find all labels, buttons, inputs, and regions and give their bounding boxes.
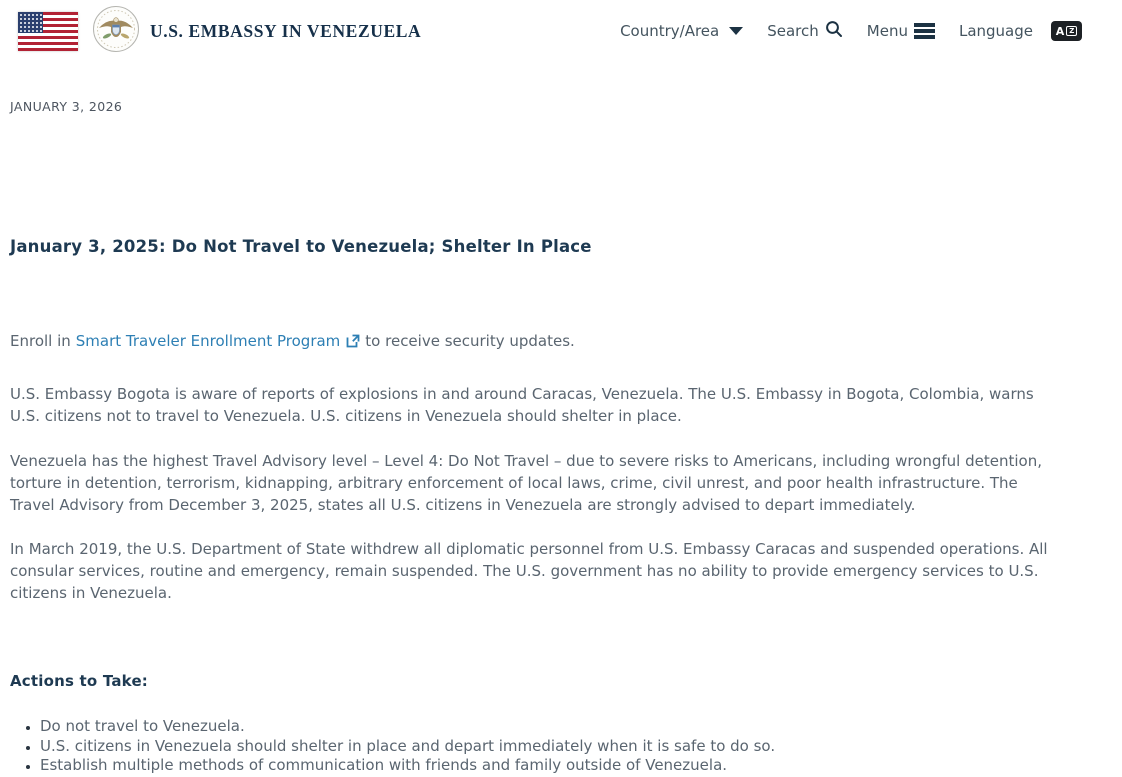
us-flag-canton: [18, 12, 43, 33]
menu-button[interactable]: [867, 22, 935, 40]
paragraph-explosions: U.S. Embassy Bogota is aware of reports of explosions in and around Caracas, Venezuela. The U.S. Embassy in Bogota, Colombia, warns U.S. citizens not to travel to Venezuela. U.S. citizens in Venezuela should shelter in place.: [10, 385, 1034, 425]
enroll-prefix: Enroll in: [10, 332, 71, 350]
language-label: Language: [958, 22, 1033, 40]
search-button[interactable]: [767, 20, 843, 42]
actions-list: [10, 717, 1067, 776]
translate-icon[interactable]: A Z: [1051, 21, 1082, 41]
site-title[interactable]: U.S. EMBASSY IN VENEZUELA: [150, 20, 422, 41]
country-area-label: Country/Area: [620, 22, 720, 40]
enroll-suffix: to receive security updates.: [365, 332, 575, 350]
menu-label: Menu: [866, 22, 908, 40]
list-item: • Establish multiple methods of communication with friends and family outside of Venezuela.: [40, 756, 1067, 776]
actions-heading: Actions to Take:: [10, 672, 149, 690]
article-date: JANUARY 3, 2026: [10, 99, 123, 114]
list-item: • Do not travel to Venezuela.: [40, 717, 1067, 737]
article-content: [0, 99, 1122, 776]
paragraph-suspended-operations: In March 2019, the U.S. Department of State withdrew all diplomatic personnel from U.S. Embassy Caracas and suspended operations. All consular services, routine and emergency, remain suspended. The U.S. government has no ability to provide emergency services to U.S. citizens in Venezuela.: [10, 540, 1048, 602]
country-area-dropdown[interactable]: [620, 22, 743, 40]
site-header: [0, 0, 1122, 62]
list-item: • U.S. citizens in Venezuela should shelter in place and depart immediately when it is safe to do so.: [40, 737, 1067, 757]
step-program-link[interactable]: Smart Traveler Enrollment Program: [75, 332, 341, 350]
enroll-line: [10, 330, 1067, 354]
language-button[interactable]: [959, 22, 1033, 40]
hamburger-icon: [914, 23, 935, 39]
search-icon: [825, 20, 843, 42]
us-flag-logo: [18, 12, 78, 51]
paragraph-travel-advisory: Venezuela has the highest Travel Advisory level – Level 4: Do Not Travel – due to severe risks to Americans, including wrongful detention, torture in detention, terrorism, kidnapping, arbitrary enforcement of local laws, crime, civil unrest, and poor health infrastructure. The Travel Advisory from December 3, 2025, states all U.S. citizens in Venezuela are strongly advised to depart immediately.: [10, 452, 1042, 514]
article-title: January 3, 2025: Do Not Travel to Venezuela; Shelter In Place: [10, 237, 592, 256]
chevron-down-icon: [729, 27, 743, 35]
header-nav: [620, 20, 1033, 42]
search-label: Search: [767, 22, 819, 40]
embassy-seal-icon: [92, 5, 140, 57]
external-link-icon[interactable]: [346, 334, 360, 352]
